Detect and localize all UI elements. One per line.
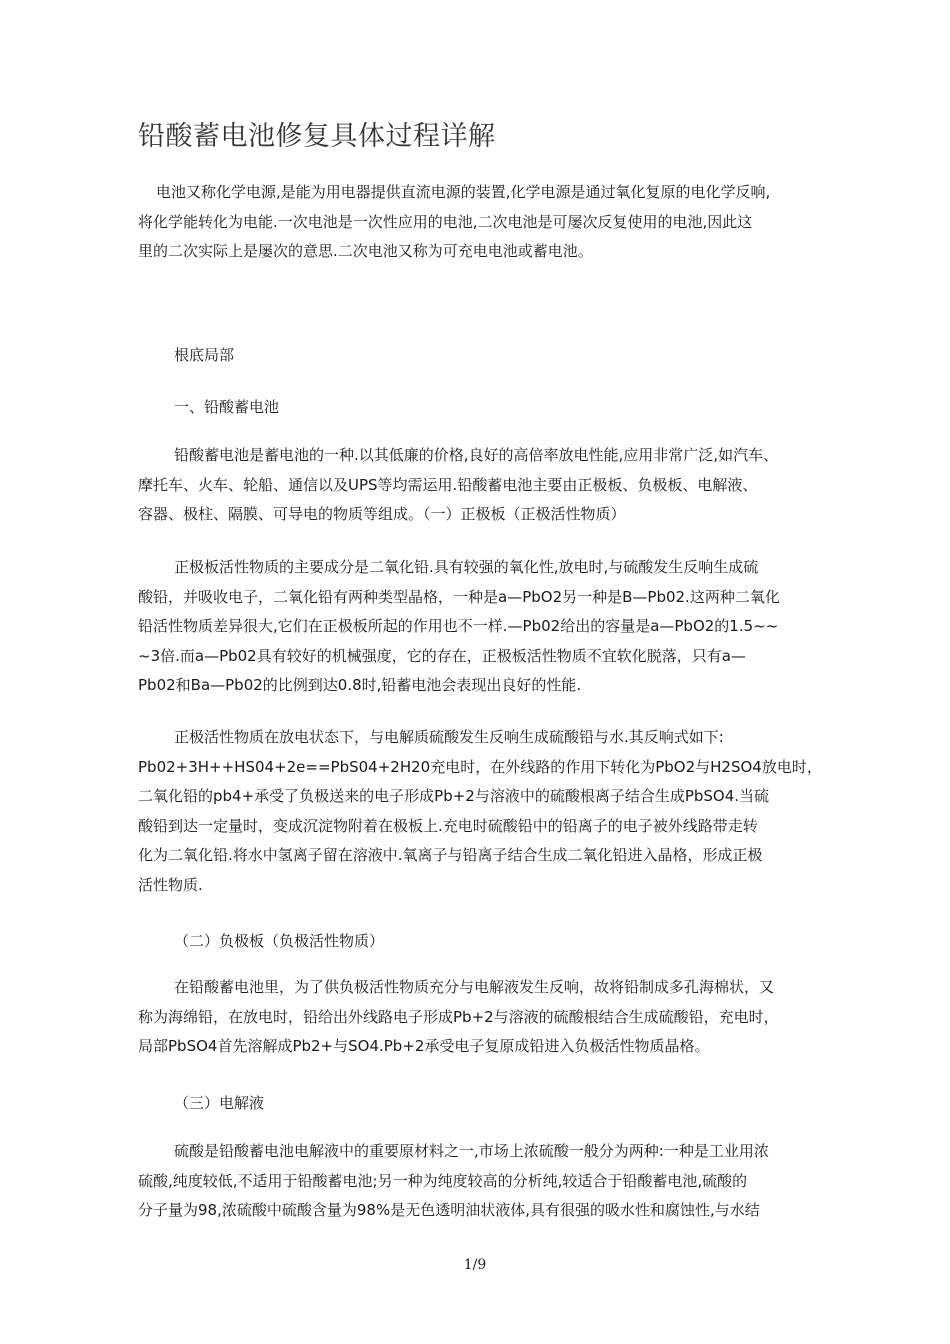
positive-plate-paragraph-2 (138, 723, 828, 900)
paragraph-line: ~3倍.而a—Pb02具有较好的机械强度，它的存在，正极板活性物质不宜软化脱落，只有a— (138, 646, 746, 665)
intro-line: 电池又称化学电源,是能为用电器提供直流电源的装置,化学电源是通过氧化复原的电化学反响, (156, 183, 771, 201)
paragraph-line: 二氧化铅的pb4+承受了负极送来的电子形成Pb+2与溶液中的硫酸根离子结合生成PbSO4.当硫 (138, 787, 770, 805)
paragraph-line: 正极板活性物质的主要成分是二氧化铅.具有较强的氧化性,放电时,与硫酸发生反响生成硫 (174, 558, 759, 576)
positive-plate-paragraph-1 (138, 553, 828, 701)
paragraph-line: Pb02+3H++HS04+2e==PbS04+2H20充电时，在外线路的作用下转化为PbO2与H2SO4放电时， (138, 757, 822, 776)
paragraph-line: 铅酸蓄电池是蓄电池的一种.以其低廉的价格,良好的高倍率放电性能,应用非常广泛,如汽车、 (174, 446, 779, 464)
paragraph-line: 活性物质. (138, 875, 203, 894)
paragraph-line: 化为二氧化铅.将水中氢离子留在溶液中.氧离子与铅离子结合生成二氧化铅进入晶格，形成正极 (138, 846, 763, 864)
paragraph-line: 称为海绵铅，在放电时，铅给出外线路电子形成Pb+2与溶液的硫酸根结合生成硫酸铅，充电时， (138, 1007, 779, 1026)
electrolyte-paragraph (138, 1137, 828, 1226)
paragraph-line: 酸铅，并吸收电子，二氧化铅有两种类型晶格，一种是a—PbO2另一种是B—Pb02.这两种二氧化 (138, 587, 780, 606)
paragraph-line: 局部PbSO4首先溶解成Pb2+与SO4.Pb+2承受电子复原成铅进入负极活性物质晶格。 (138, 1037, 710, 1055)
section-heading-basic: 根底局部 (174, 346, 235, 364)
intro-paragraph (138, 178, 828, 267)
paragraph-line: 正极活性物质在放电状态下，与电解质硫酸发生反响生成硫酸铅与水.其反响式如下: (174, 728, 724, 746)
paragraph-line: 摩托车、火车、轮船、通信以及UPS等均需运用.铅酸蓄电池主要由正极板、负极板、电解液、 (138, 475, 758, 494)
section-heading-lead-acid: 一、铅酸蓄电池 (174, 398, 280, 416)
intro-line: 将化学能转化为电能.一次电池是一次性应用的电池,二次电池是可屡次反复使用的电池,因此这 (138, 212, 753, 231)
paragraph-line: 在铅酸蓄电池里，为了供负极活性物质充分与电解液发生反响，故将铅制成多孔海棉状，又 (174, 978, 775, 996)
paragraph-line: 铅活性物质差异很大,它们在正极板所起的作用也不一样.—Pb02给出的容量是a—PbO2的1.5~~ (138, 617, 779, 635)
negative-plate-paragraph (138, 973, 828, 1062)
paragraph-line: 硫酸,纯度较低,不适用于铅酸蓄电池;另一种为纯度较高的分析纯,较适合于铅酸蓄电池,硫酸的 (138, 1171, 748, 1190)
section-heading-negative-plate: （二）负极板（负极活性物质） (174, 932, 385, 950)
paragraph-line: 酸铅到达一定量时，变成沉淀物附着在极板上.充电时硫酸铅中的铅离子的电子被外线路带走转 (138, 816, 758, 835)
section-heading-electrolyte: （三）电解液 (174, 1094, 265, 1112)
paragraph-line: 分子量为98,浓硫酸中硫酸含量为98%是无色透明油状液体,具有很强的吸水性和腐蚀性,与水结 (138, 1201, 760, 1219)
lead-acid-paragraph (138, 441, 828, 530)
intro-line: 里的二次实际上是屡次的意思.二次电池又称为可充电电池或蓄电池。 (138, 242, 593, 260)
paragraph-line: 硫酸是铅酸蓄电池电解液中的重要原材料之一,市场上浓硫酸一般分为两种:一种是工业用浓 (174, 1142, 769, 1160)
page-number: 1/9 (463, 1257, 487, 1273)
document-title: 铅酸蓄电池修复具体过程详解 (138, 121, 496, 152)
paragraph-line: 容器、极柱、隔膜、可导电的物质等组成。（一）正极板（正极活性物质） (138, 505, 626, 523)
paragraph-line: Pb02和Ba—Pb02的比例到达0.8时,铅蓄电池会表现出良好的性能. (138, 676, 582, 694)
